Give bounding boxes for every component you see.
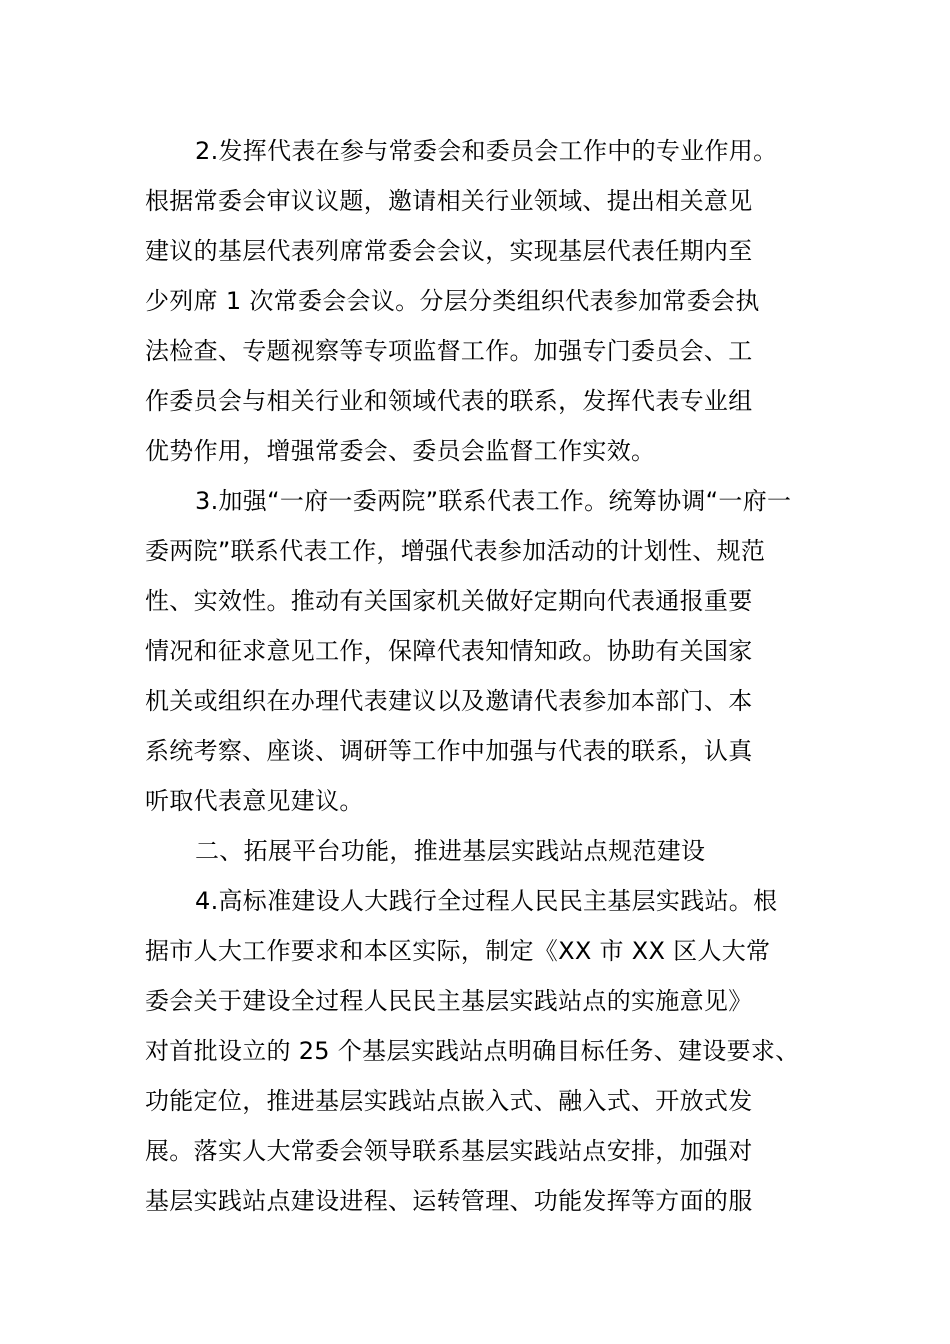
text-line: 少列席 1 次常委会会议。分层分类组织代表参加常委会执 <box>145 287 760 315</box>
text-line: 委两院”联系代表工作，增强代表参加活动的计划性、规范 <box>145 537 766 565</box>
document-body <box>145 126 807 1226</box>
text-line: 2.发挥代表在参与常委会和委员会工作中的专业作用。 <box>195 137 778 165</box>
text-line: 3.加强“一府一委两院”联系代表工作。统筹协调“一府一 <box>195 487 792 515</box>
text-line: 基层实践站点建设进程、运转管理、功能发挥等方面的服 <box>145 1187 753 1215</box>
text-line: 情况和征求意见工作，保障代表知情知政。协助有关国家 <box>145 637 753 665</box>
text-line: 据市人大工作要求和本区实际，制定《XX 市 XX 区人大常 <box>145 937 771 965</box>
text-line: 作委员会与相关行业和领域代表的联系，发挥代表专业组 <box>145 387 753 415</box>
text-line: 机关或组织在办理代表建议以及邀请代表参加本部门、本 <box>145 687 753 715</box>
text-line: 4.高标准建设人大践行全过程人民民主基层实践站。根 <box>195 887 778 915</box>
text-line: 展。落实人大常委会领导联系基层实践站点安排，加强对 <box>145 1137 753 1165</box>
text-line: 委会关于建设全过程人民民主基层实践站点的实施意见》 <box>145 987 753 1015</box>
text-line: 根据常委会审议议题，邀请相关行业领域、提出相关意见 <box>145 187 753 215</box>
text-line: 听取代表意见建议。 <box>145 787 364 815</box>
section-heading: 二、拓展平台功能，推进基层实践站点规范建设 <box>195 837 706 865</box>
text-line: 法检查、专题视察等专项监督工作。加强专门委员会、工 <box>145 337 753 365</box>
text-line: 对首批设立的 25 个基层实践站点明确目标任务、建设要求、 <box>145 1037 800 1065</box>
text-line: 建议的基层代表列席常委会会议，实现基层代表任期内至 <box>145 237 753 265</box>
text-line: 系统考察、座谈、调研等工作中加强与代表的联系，认真 <box>145 737 753 765</box>
text-line: 性、实效性。推动有关国家机关做好定期向代表通报重要 <box>145 587 753 615</box>
text-line: 功能定位，推进基层实践站点嵌入式、融入式、开放式发 <box>145 1087 753 1115</box>
text-line: 优势作用，增强常委会、委员会监督工作实效。 <box>145 437 656 465</box>
